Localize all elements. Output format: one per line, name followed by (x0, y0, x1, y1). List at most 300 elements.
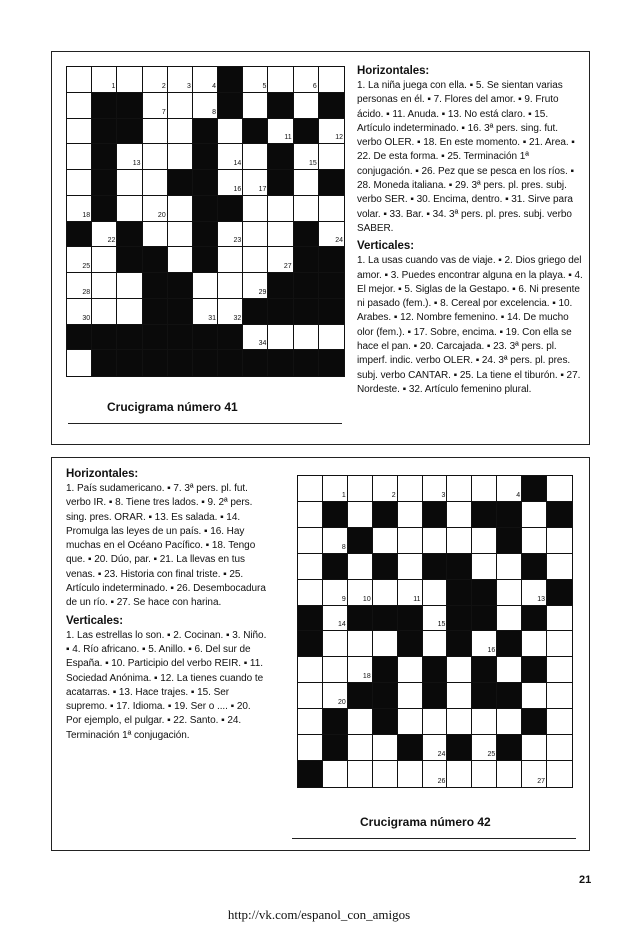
crossword-black-cell (472, 683, 497, 709)
crossword-black-cell (92, 93, 117, 119)
crossword-cell[interactable] (218, 144, 243, 170)
clue-number: 1 (111, 82, 116, 90)
crossword-cell[interactable] (472, 631, 497, 657)
crossword-cell[interactable] (294, 93, 319, 119)
crossword-cell[interactable] (323, 683, 348, 709)
crossword-black-cell (373, 606, 398, 632)
clue-number: 6 (312, 82, 317, 90)
clue-number: 7 (161, 108, 166, 116)
clue-number: 13 (132, 160, 141, 167)
crossword-cell[interactable] (168, 247, 193, 273)
crossword-black-cell (294, 299, 319, 325)
crossword-cell[interactable] (218, 119, 243, 145)
crossword-cell[interactable] (348, 761, 373, 787)
crossword-black-cell (117, 222, 142, 248)
crossword-cell[interactable] (323, 761, 348, 787)
crossword-cell[interactable] (298, 709, 323, 735)
crossword-cell[interactable] (193, 273, 218, 299)
crossword-black-cell (294, 350, 319, 376)
crossword-cell[interactable] (522, 683, 547, 709)
crossword-cell[interactable] (298, 580, 323, 606)
clue-number: 27 (537, 777, 546, 785)
crossword-cell[interactable] (547, 606, 572, 632)
crossword-black-cell (294, 273, 319, 299)
clue-number: 13 (537, 595, 546, 603)
crossword-black-cell (168, 350, 193, 376)
crossword-cell[interactable] (193, 93, 218, 119)
crossword-cell[interactable] (298, 657, 323, 683)
crossword-black-cell (319, 299, 344, 325)
clue-number: 18 (362, 673, 371, 681)
crossword-grid-42[interactable] (297, 475, 573, 788)
crossword-black-cell (268, 170, 293, 196)
crossword-cell[interactable] (497, 580, 522, 606)
crossword-black-cell (298, 631, 323, 657)
crossword-black-cell (497, 631, 522, 657)
crossword-cell[interactable] (447, 476, 472, 502)
puzzle-41-frame (51, 51, 590, 445)
crossword-black-cell (522, 554, 547, 580)
crossword-black-cell (348, 683, 373, 709)
clue-number: 5 (262, 82, 267, 90)
clue-number: 26 (437, 777, 446, 785)
crossword-black-cell (423, 502, 448, 528)
page-number: 21 (579, 874, 592, 886)
crossword-black-cell (373, 683, 398, 709)
crossword-cell[interactable] (319, 196, 344, 222)
clue-number: 15 (437, 621, 446, 629)
crossword-cell[interactable] (423, 476, 448, 502)
crossword-cell[interactable] (268, 247, 293, 273)
horizontales-clues-42: 1. País sudamericano. ▪ 7. 3ª pers. pl. fut. verbo IR. ▪ 8. Tiene tres lados. ▪ 9. 2ª pers. sing. pres. ORAR. ▪ 13. Es salada. ▪ 14. Promulga las leyes de un país. ▪ 16. Hay muchas en el Océano Pacífico. ▪ 18. Tengo que. ▪ 20. Dúo, par. ▪ 21. La llevas en tus venas. ▪ 23. Historia con final triste. ▪ 25. Artículo indeterminado. ▪ 26. Desembocadura de un río. ▪ 27. Se hace con harina. (66, 483, 266, 609)
crossword-black-cell (218, 325, 243, 351)
crossword-black-cell (117, 325, 142, 351)
crossword-cell[interactable] (218, 273, 243, 299)
crossword-black-cell (447, 606, 472, 632)
crossword-cell[interactable] (67, 170, 92, 196)
crossword-grid-41[interactable] (66, 66, 345, 377)
crossword-cell[interactable] (67, 119, 92, 145)
crossword-black-cell (117, 119, 142, 145)
crossword-cell[interactable] (67, 273, 92, 299)
crossword-cell[interactable] (423, 606, 448, 632)
crossword-cell[interactable] (143, 67, 168, 93)
crossword-cell[interactable] (92, 247, 117, 273)
crossword-black-cell (294, 119, 319, 145)
crossword-cell[interactable] (143, 196, 168, 222)
crossword-cell[interactable] (398, 528, 423, 554)
crossword-cell[interactable] (294, 196, 319, 222)
crossword-black-cell (193, 196, 218, 222)
crossword-cell[interactable] (547, 683, 572, 709)
crossword-cell[interactable] (447, 761, 472, 787)
crossword-black-cell (497, 528, 522, 554)
clue-number: 34 (258, 340, 267, 348)
clue-number: 4 (516, 491, 521, 499)
crossword-cell[interactable] (168, 119, 193, 145)
crossword-cell[interactable] (67, 144, 92, 170)
crossword-black-cell (298, 606, 323, 632)
crossword-cell[interactable] (298, 502, 323, 528)
crossword-black-cell (447, 631, 472, 657)
clue-number: 23 (233, 237, 242, 245)
crossword-cell[interactable] (92, 222, 117, 248)
crossword-black-cell (243, 299, 268, 325)
crossword-cell[interactable] (547, 709, 572, 735)
puzzle-42-caption-rule (292, 838, 576, 839)
crossword-cell[interactable] (243, 170, 268, 196)
puzzle-42-caption: Crucigrama número 42 (360, 815, 491, 829)
crossword-cell[interactable] (497, 709, 522, 735)
crossword-cell[interactable] (319, 67, 344, 93)
crossword-cell[interactable] (348, 554, 373, 580)
crossword-cell[interactable] (92, 299, 117, 325)
crossword-cell[interactable] (268, 196, 293, 222)
crossword-cell[interactable] (298, 735, 323, 761)
crossword-black-cell (398, 631, 423, 657)
clue-number: 4 (212, 82, 217, 90)
clue-number: 30 (82, 314, 91, 322)
crossword-cell[interactable] (117, 67, 142, 93)
crossword-cell[interactable] (67, 196, 92, 222)
clue-number: 18 (82, 211, 91, 219)
crossword-cell[interactable] (168, 196, 193, 222)
crossword-black-cell (447, 554, 472, 580)
crossword-cell[interactable] (243, 67, 268, 93)
crossword-black-cell (319, 93, 344, 119)
crossword-black-cell (92, 119, 117, 145)
clue-number: 2 (161, 82, 166, 90)
crossword-cell[interactable] (398, 502, 423, 528)
crossword-cell[interactable] (398, 476, 423, 502)
crossword-cell[interactable] (547, 735, 572, 761)
puzzle-42-clues (66, 467, 268, 746)
clue-number: 11 (413, 595, 421, 603)
clue-number: 12 (335, 134, 343, 142)
crossword-cell[interactable] (298, 476, 323, 502)
crossword-cell[interactable] (143, 119, 168, 145)
crossword-cell[interactable] (398, 709, 423, 735)
crossword-cell[interactable] (547, 476, 572, 502)
crossword-cell[interactable] (67, 299, 92, 325)
crossword-cell[interactable] (398, 657, 423, 683)
crossword-cell[interactable] (348, 631, 373, 657)
crossword-black-cell (67, 222, 92, 248)
crossword-cell[interactable] (497, 761, 522, 787)
crossword-black-cell (373, 657, 398, 683)
crossword-cell[interactable] (117, 273, 142, 299)
crossword-cell[interactable] (522, 502, 547, 528)
crossword-cell[interactable] (67, 67, 92, 93)
crossword-black-cell (472, 606, 497, 632)
crossword-cell[interactable] (67, 350, 92, 376)
crossword-black-cell (117, 247, 142, 273)
crossword-black-cell (294, 247, 319, 273)
crossword-cell[interactable] (243, 93, 268, 119)
crossword-cell[interactable] (92, 273, 117, 299)
crossword-black-cell (319, 170, 344, 196)
crossword-cell[interactable] (348, 657, 373, 683)
puzzle-42-frame (51, 457, 590, 851)
crossword-cell[interactable] (243, 247, 268, 273)
crossword-black-cell (323, 735, 348, 761)
crossword-black-cell (168, 325, 193, 351)
crossword-cell[interactable] (472, 528, 497, 554)
crossword-black-cell (319, 247, 344, 273)
crossword-black-cell (143, 273, 168, 299)
crossword-cell[interactable] (92, 67, 117, 93)
crossword-black-cell (423, 657, 448, 683)
crossword-cell[interactable] (298, 554, 323, 580)
crossword-cell[interactable] (398, 554, 423, 580)
crossword-cell[interactable] (398, 761, 423, 787)
crossword-cell[interactable] (143, 170, 168, 196)
crossword-cell[interactable] (373, 631, 398, 657)
crossword-cell[interactable] (218, 222, 243, 248)
clue-number: 20 (338, 699, 346, 707)
crossword-cell[interactable] (472, 476, 497, 502)
crossword-cell[interactable] (398, 683, 423, 709)
crossword-black-cell (323, 502, 348, 528)
crossword-cell[interactable] (447, 683, 472, 709)
crossword-cell[interactable] (143, 222, 168, 248)
crossword-cell[interactable] (168, 67, 193, 93)
crossword-black-cell (168, 299, 193, 325)
clue-number: 28 (82, 288, 91, 296)
clue-number: 2 (391, 491, 396, 499)
crossword-cell[interactable] (193, 67, 218, 93)
crossword-black-cell (92, 196, 117, 222)
crossword-black-cell (193, 170, 218, 196)
crossword-cell[interactable] (447, 709, 472, 735)
crossword-cell[interactable] (67, 247, 92, 273)
verticales-clues-41: 1. La usas cuando vas de viaje. ▪ 2. Dios griego del amor. ▪ 3. Puedes encontrar alguna en la playa. ▪ 4. El mejor. ▪ 5. Siglas de la Gestapo. ▪ 6. Ni presente ni pasado (fem.). ▪ 8. Cereal por excelencia. ▪ 10. Arabes. ▪ 12. Nombre femenino. ▪ 14. De mucho olor (fem.). ▪ 17. Sobre, encima. ▪ 19. Con ella se hace el pan. ▪ 20. Carcajada. ▪ 23. 3ª pers. pl. imperf. indic. verbo OLER. ▪ 24. 3ª pers. pl. pres. subj. verbo CANTAR. ▪ 25. La tiene el tiburón. ▪ 27. Nordeste. ▪ 32. Artículo femenino plural. (357, 255, 583, 395)
crossword-black-cell (268, 350, 293, 376)
clue-number: 14 (233, 160, 242, 167)
clue-number: 32 (233, 314, 242, 322)
crossword-cell[interactable] (323, 528, 348, 554)
clue-number: 29 (258, 288, 267, 296)
crossword-cell[interactable] (522, 580, 547, 606)
crossword-black-cell (319, 273, 344, 299)
crossword-cell[interactable] (522, 735, 547, 761)
crossword-cell[interactable] (547, 631, 572, 657)
crossword-black-cell (268, 93, 293, 119)
verticales-heading-41: Verticales: (357, 240, 414, 253)
crossword-cell[interactable] (117, 299, 142, 325)
puzzle-41-clues (357, 64, 583, 400)
crossword-cell[interactable] (319, 144, 344, 170)
crossword-black-cell (547, 502, 572, 528)
crossword-cell[interactable] (447, 528, 472, 554)
crossword-cell[interactable] (447, 657, 472, 683)
crossword-cell[interactable] (323, 580, 348, 606)
crossword-black-cell (168, 273, 193, 299)
crossword-cell[interactable] (497, 476, 522, 502)
crossword-cell[interactable] (168, 222, 193, 248)
footer-link[interactable]: http://vk.com/espanol_con_amigos (227, 907, 411, 922)
crossword-cell[interactable] (294, 325, 319, 351)
crossword-black-cell (319, 350, 344, 376)
crossword-cell[interactable] (373, 735, 398, 761)
crossword-cell[interactable] (323, 476, 348, 502)
clue-number: 25 (82, 263, 91, 270)
crossword-cell[interactable] (117, 170, 142, 196)
crossword-black-cell (497, 683, 522, 709)
clue-number: 20 (157, 211, 166, 219)
crossword-black-cell (218, 350, 243, 376)
clue-number: 14 (338, 621, 346, 629)
crossword-cell[interactable] (268, 67, 293, 93)
crossword-cell[interactable] (423, 580, 448, 606)
verticales-clues-42: 1. Las estrellas lo son. ▪ 2. Cocinan. ▪ 3. Niño. ▪ 4. Río africano. ▪ 5. Anillo. ▪ 6. Del sur de España. ▪ 10. Participio del verbo REIR. ▪ 11. Sociedad Anónima. ▪ 12. La tienes cuando te acatarras. ▪ 13. Hace trajes. ▪ 15. Ser supremo. ▪ 17. Idioma. ▪ 19. Ser o .... ▪ 20. Por ejemplo, el pulgar. ▪ 22. Santo. ▪ 24. Terminación 1ª conjugación. (66, 629, 267, 741)
crossword-cell[interactable] (348, 476, 373, 502)
crossword-cell[interactable] (218, 170, 243, 196)
crossword-cell[interactable] (168, 144, 193, 170)
clue-number: 8 (212, 108, 217, 116)
crossword-black-cell (472, 502, 497, 528)
crossword-cell[interactable] (243, 273, 268, 299)
crossword-cell[interactable] (323, 631, 348, 657)
crossword-cell[interactable] (472, 709, 497, 735)
crossword-cell[interactable] (268, 325, 293, 351)
crossword-cell[interactable] (243, 222, 268, 248)
crossword-cell[interactable] (193, 299, 218, 325)
crossword-cell[interactable] (319, 222, 344, 248)
clue-number: 11 (284, 134, 292, 142)
crossword-black-cell (92, 350, 117, 376)
crossword-cell[interactable] (373, 761, 398, 787)
crossword-black-cell (497, 735, 522, 761)
crossword-cell[interactable] (323, 606, 348, 632)
clue-number: 24 (437, 751, 446, 759)
crossword-black-cell (373, 502, 398, 528)
clue-number: 10 (362, 595, 371, 603)
crossword-cell[interactable] (348, 502, 373, 528)
crossword-black-cell (472, 580, 497, 606)
crossword-cell[interactable] (522, 631, 547, 657)
crossword-cell[interactable] (497, 554, 522, 580)
crossword-cell[interactable] (472, 761, 497, 787)
crossword-cell[interactable] (373, 580, 398, 606)
crossword-cell[interactable] (423, 709, 448, 735)
crossword-cell[interactable] (348, 709, 373, 735)
crossword-cell[interactable] (472, 554, 497, 580)
crossword-cell[interactable] (348, 735, 373, 761)
crossword-black-cell (193, 144, 218, 170)
crossword-black-cell (268, 273, 293, 299)
crossword-black-cell (218, 67, 243, 93)
crossword-black-cell (522, 476, 547, 502)
crossword-black-cell (323, 554, 348, 580)
crossword-cell[interactable] (547, 657, 572, 683)
crossword-cell[interactable] (497, 657, 522, 683)
crossword-black-cell (373, 554, 398, 580)
crossword-cell[interactable] (472, 735, 497, 761)
crossword-black-cell (92, 325, 117, 351)
crossword-cell[interactable] (373, 528, 398, 554)
crossword-cell[interactable] (423, 761, 448, 787)
crossword-cell[interactable] (497, 606, 522, 632)
crossword-cell[interactable] (117, 196, 142, 222)
crossword-cell[interactable] (323, 657, 348, 683)
crossword-cell[interactable] (319, 119, 344, 145)
crossword-cell[interactable] (447, 502, 472, 528)
crossword-black-cell (193, 325, 218, 351)
crossword-cell[interactable] (522, 528, 547, 554)
crossword-cell[interactable] (143, 93, 168, 119)
crossword-cell[interactable] (547, 761, 572, 787)
crossword-cell[interactable] (319, 325, 344, 351)
crossword-black-cell (143, 350, 168, 376)
crossword-cell[interactable] (298, 683, 323, 709)
crossword-cell[interactable] (373, 476, 398, 502)
verticales-heading-42: Verticales: (66, 614, 123, 627)
crossword-cell[interactable] (398, 580, 423, 606)
crossword-black-cell (117, 350, 142, 376)
crossword-cell[interactable] (168, 93, 193, 119)
crossword-black-cell (497, 502, 522, 528)
crossword-cell[interactable] (547, 554, 572, 580)
crossword-black-cell (92, 170, 117, 196)
crossword-black-cell (294, 222, 319, 248)
crossword-cell[interactable] (294, 170, 319, 196)
crossword-cell[interactable] (67, 93, 92, 119)
clue-number: 16 (233, 185, 242, 193)
crossword-cell[interactable] (243, 325, 268, 351)
crossword-black-cell (547, 580, 572, 606)
crossword-cell[interactable] (547, 528, 572, 554)
crossword-cell[interactable] (143, 144, 168, 170)
clue-number: 15 (309, 160, 317, 167)
horizontales-heading-42: Horizontales: (66, 468, 139, 480)
crossword-cell[interactable] (117, 144, 142, 170)
crossword-cell[interactable] (268, 222, 293, 248)
crossword-black-cell (143, 247, 168, 273)
crossword-cell[interactable] (294, 144, 319, 170)
crossword-cell[interactable] (298, 528, 323, 554)
crossword-black-cell (472, 657, 497, 683)
clue-number: 9 (341, 595, 346, 603)
crossword-black-cell (398, 606, 423, 632)
crossword-cell[interactable] (243, 144, 268, 170)
crossword-cell[interactable] (423, 528, 448, 554)
crossword-black-cell (193, 222, 218, 248)
crossword-black-cell (193, 350, 218, 376)
clue-number: 25 (487, 751, 496, 759)
crossword-cell[interactable] (218, 299, 243, 325)
clue-number: 27 (283, 263, 292, 270)
crossword-cell[interactable] (522, 761, 547, 787)
clue-number: 17 (258, 185, 267, 193)
crossword-cell[interactable] (218, 247, 243, 273)
crossword-cell[interactable] (423, 631, 448, 657)
crossword-cell[interactable] (243, 196, 268, 222)
crossword-cell[interactable] (348, 580, 373, 606)
clue-number: 3 (441, 491, 446, 499)
crossword-black-cell (193, 247, 218, 273)
crossword-cell[interactable] (268, 119, 293, 145)
crossword-cell[interactable] (294, 67, 319, 93)
crossword-black-cell (268, 299, 293, 325)
crossword-black-cell (298, 761, 323, 787)
crossword-black-cell (67, 325, 92, 351)
crossword-black-cell (218, 196, 243, 222)
crossword-black-cell (373, 709, 398, 735)
crossword-cell[interactable] (423, 735, 448, 761)
crossword-black-cell (168, 170, 193, 196)
crossword-black-cell (117, 93, 142, 119)
